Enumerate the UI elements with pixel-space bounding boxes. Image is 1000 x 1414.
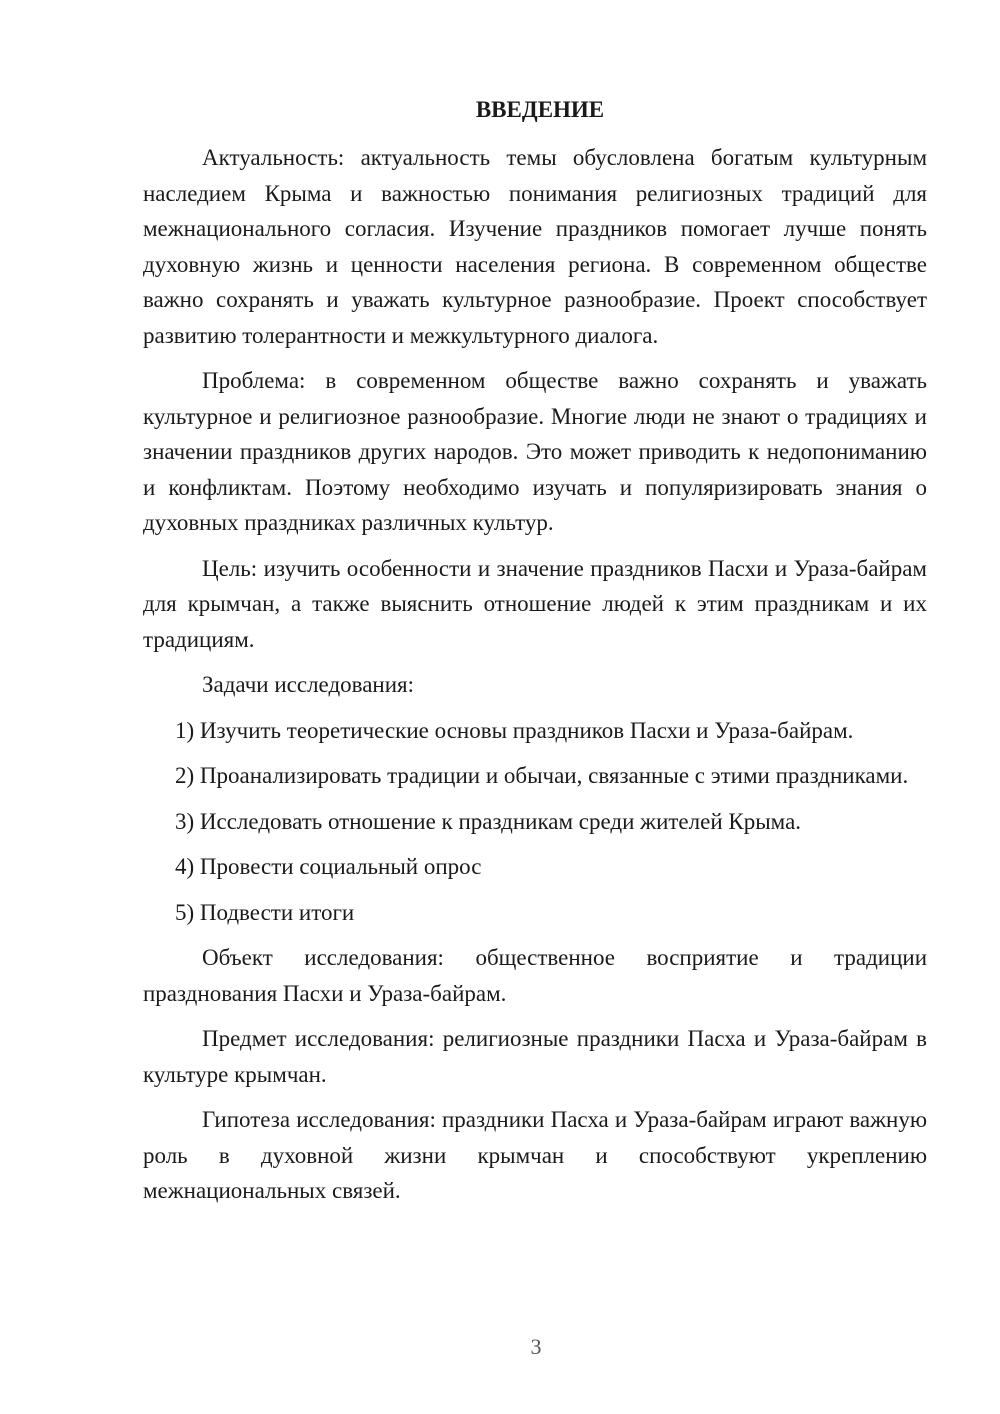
task-item-4: 4) Провести социальный опрос xyxy=(175,854,482,879)
subject-paragraph: Предмет исследования: религиозные праздники Пасха и Ураза-байрам в культуре крымчан. xyxy=(143,1026,927,1087)
goal-paragraph: Цель: изучить особенности и значение праздников Пасхи и Ураза-байрам для крымчан, а также выяснить отношение людей к этим праздникам и их традициям. xyxy=(143,555,927,652)
object-paragraph: Объект исследования: общественное восприятие и традиции празднования Пасхи и Ураза-байрам. xyxy=(143,945,927,1006)
problem-paragraph: Проблема: в современном обществе важно сохранять и уважать культурное и религиозное разнообразие. Многие люди не знают о традициях и значении праздников других народов. Это может приводить к недопониманию и конфликтам. Поэтому необходимо изучать и популяризировать знания о духовных праздниках различных культур. xyxy=(143,368,927,535)
task-item-1: 1) Изучить теоретические основы праздников Пасхи и Ураза-байрам. xyxy=(175,717,854,743)
hypothesis-paragraph: Гипотеза исследования: праздники Пасха и Ураза-байрам играют важную роль в духовной жизни крымчан и способствуют укреплению межнациональных связей. xyxy=(143,1107,927,1203)
page-number: 3 xyxy=(530,1334,542,1359)
task-item-3: 3) Исследовать отношение к праздникам среди жителей Крыма. xyxy=(175,808,802,834)
page-content xyxy=(143,92,927,1219)
task-item-2: 2) Проанализировать традиции и обычаи, связанные с этими праздниками. xyxy=(175,763,909,788)
relevance-paragraph: Актуальность: актуальность темы обусловлена богатым культурным наследием Крыма и важностью понимания религиозных традиций для межнационального согласия. Изучение праздников помогает лучше понять духовную жизнь и ценности населения региона. В современном обществе важно сохранять и уважать культурное разнообразие. Проект способствует развитию толерантности и межкультурного диалога. xyxy=(143,145,927,348)
page-title: ВВЕДЕНИЕ xyxy=(475,97,605,122)
tasks-heading: Задачи исследования: xyxy=(202,672,415,697)
task-item-5: 5) Подвести итоги xyxy=(175,899,355,925)
